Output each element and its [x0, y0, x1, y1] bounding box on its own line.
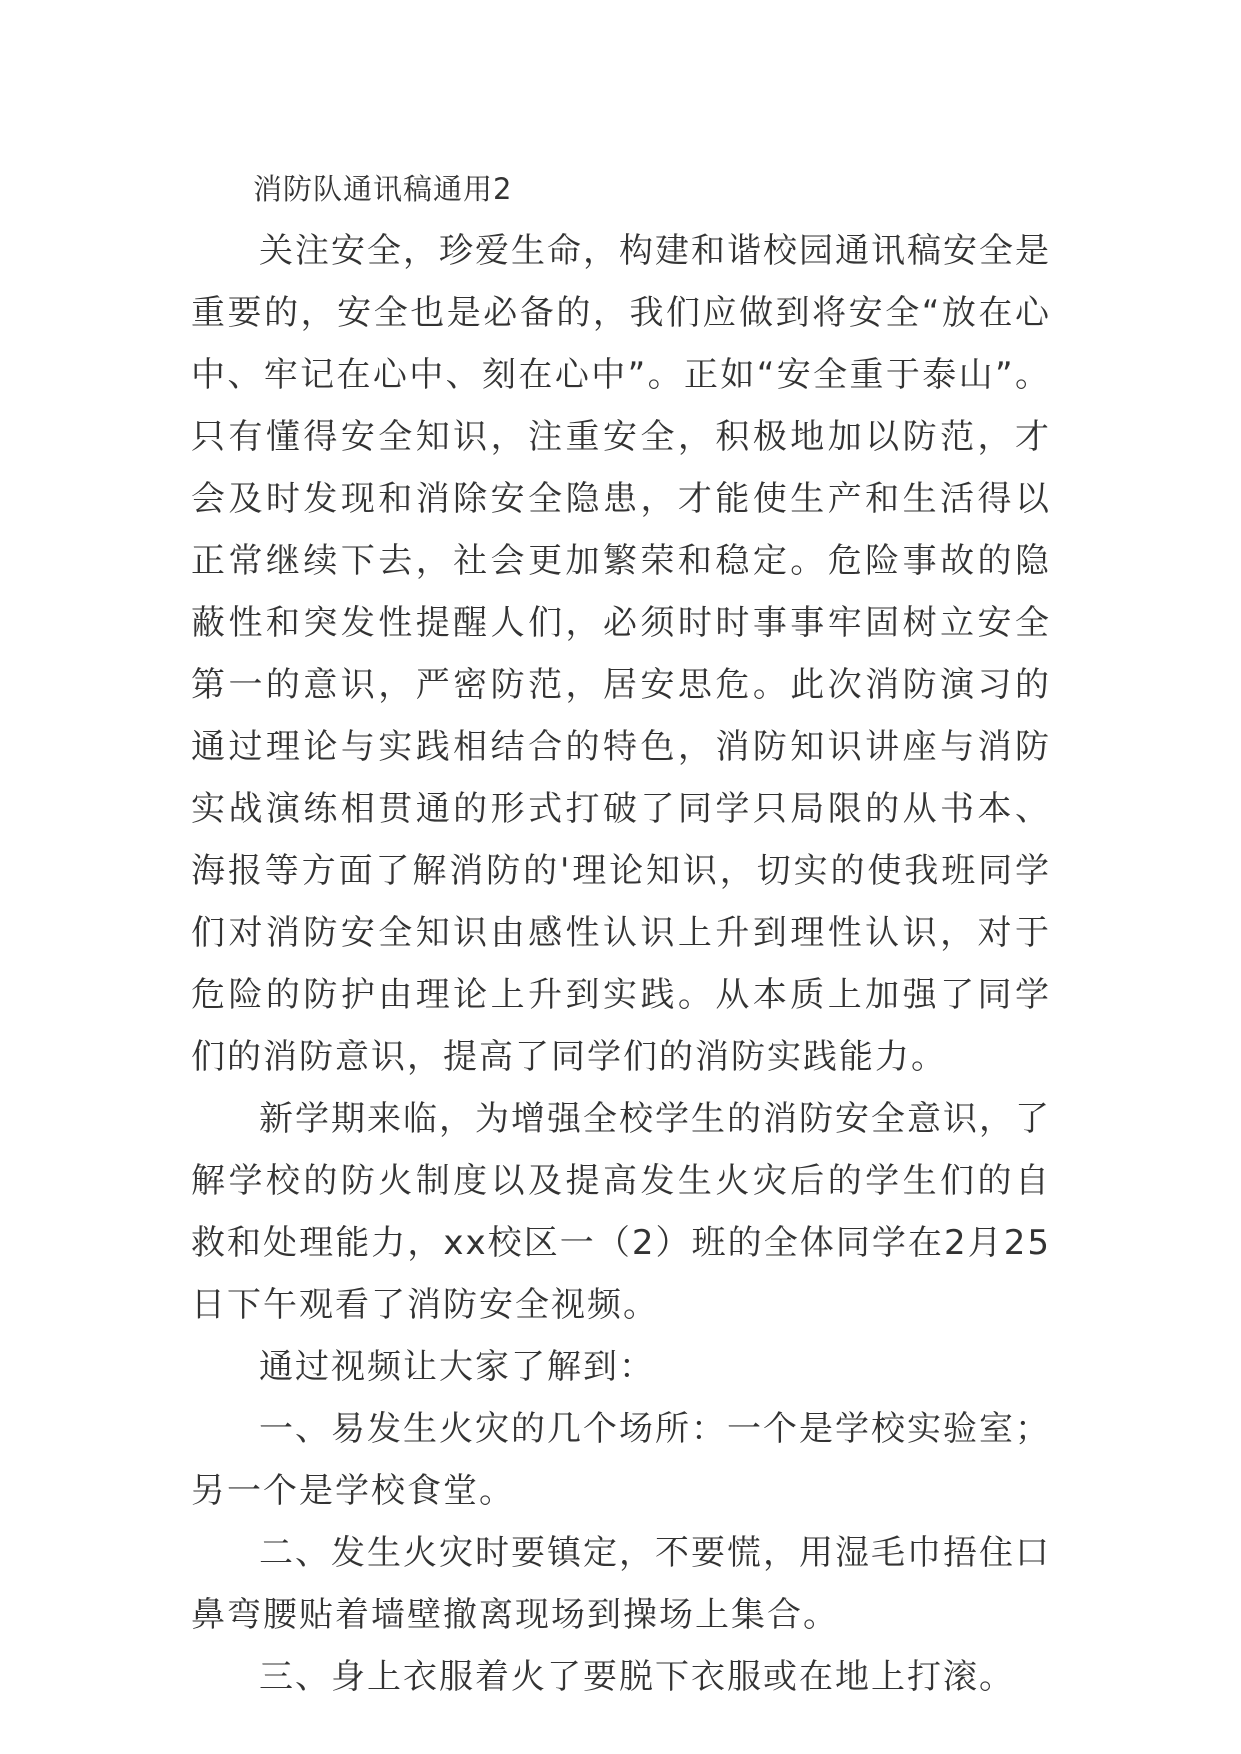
paragraph: 关注安全，珍爱生命，构建和谐校园通讯稿安全是重要的，安全也是必备的，我们应做到将安全“放在心中、牢记在心中、刻在心中”。正如“安全重于泰山”。只有懂得安全知识，注重安全，积极地加以防范，才会及时发现和消除安全隐患，才能使生产和生活得以正常继续下去，社会更加繁荣和稳定。危险事故的隐蔽性和突发性提醒人们，必须时时事事牢固树立安全第一的意识，严密防范，居安思危。此次消防演习的通过理论与实践相结合的特色，消防知识讲座与消防实战演练相贯通的形式打破了同学只局限的从书本、海报等方面了解消防的'理论知识，切实的使我班同学们对消防安全知识由感性认识上升到理性认识，对于危险的防护由理论上升到实践。从本质上加强了同学们的消防意识，提高了同学们的消防实践能力。 — [191, 231, 1051, 1077]
paragraph: 新学期来临，为增强全校学生的消防安全意识，了解学校的防火制度以及提高发生火灾后的学生们的自救和处理能力，xx校区一（2）班的全体同学在2月25日下午观看了消防安全视频。 — [191, 1099, 1051, 1325]
document-body — [191, 158, 1051, 1708]
paragraph: 一、易发生火灾的几个场所：一个是学校实验室；另一个是学校食堂。 — [191, 1409, 1051, 1511]
paragraph: 三、身上衣服着火了要脱下衣服或在地上打滚。 — [259, 1657, 1015, 1697]
paragraph: 通过视频让大家了解到： — [259, 1347, 655, 1387]
paragraph: 二、发生火灾时要镇定，不要慌，用湿毛巾捂住口鼻弯腰贴着墙壁撤离现场到操场上集合。 — [191, 1533, 1051, 1635]
document-title: 消防队通讯稿通用2 — [253, 172, 513, 206]
